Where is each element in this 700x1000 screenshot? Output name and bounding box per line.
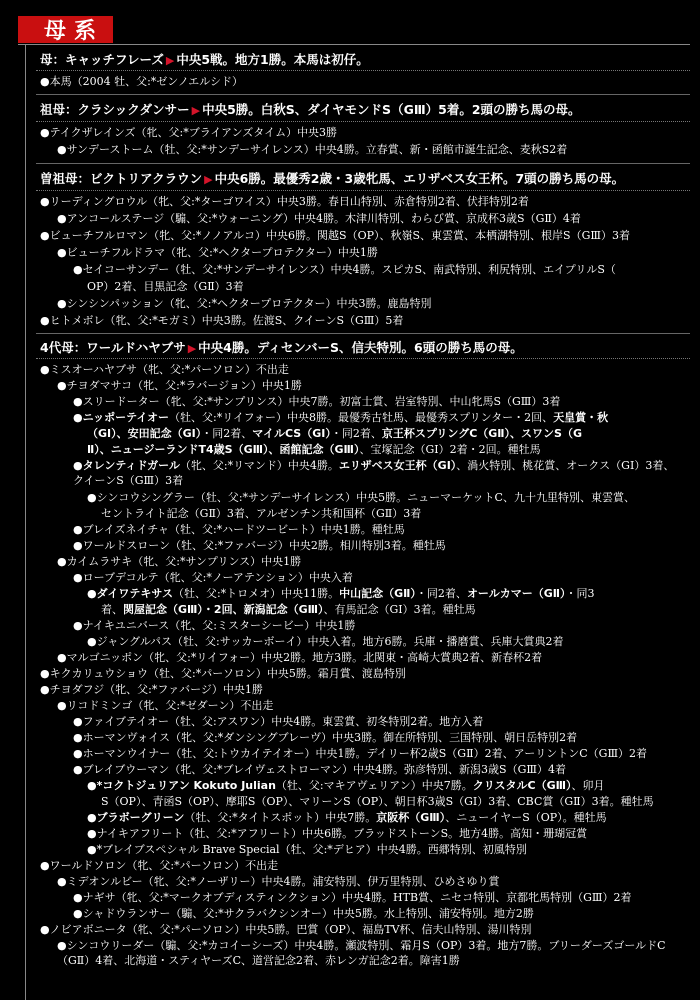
- pedigree-line: [73, 522, 405, 537]
- line-text: ●ヒトメボレ（牝、父:*モガミ）中央3勝。佐渡S、クイーンS（GⅢ）5着: [40, 314, 404, 327]
- line-text: ●セイコーサンデー（牡、父:*サンデーサイレンス）中央4勝。スピカS、南武特別、利尻特別、エイプリルS（: [73, 263, 616, 276]
- line-text: 、ニューイヤーS（OP）。種牡馬: [445, 811, 607, 824]
- triangle-arrow-icon: ▶: [191, 104, 201, 117]
- line-text: ●*ブレイブスペシャル Brave Special（牡、父:*デヒア）中央4勝。西郷特別、初風特別: [87, 843, 527, 856]
- line-text: ●ホーマンヴォイス（牝、父:*ダンシングブレーヴ）中央3勝。御在所特別、三国特別、朝日岳特別2着: [73, 731, 578, 744]
- section-name: 4代母：ワールドハヤブサ: [40, 340, 186, 355]
- section-divider: [36, 121, 690, 122]
- line-text: ●ダイワテキサス: [87, 587, 173, 600]
- pedigree-line: [40, 666, 406, 681]
- pedigree-line: [73, 410, 608, 425]
- pedigree-line: [87, 279, 244, 294]
- pedigree-line: [40, 313, 403, 328]
- section-heading-4th-dam: [40, 338, 523, 358]
- section-heading-3rd-dam: [40, 169, 624, 189]
- line-text: ●ローブデコルテ（牝、父:*ノーアテンション）中央入着: [73, 571, 353, 584]
- line-text: 京阪杯（GⅢ）: [376, 811, 446, 824]
- section-divider: [36, 163, 690, 164]
- section-divider: [36, 70, 690, 71]
- line-text: ・同2着、: [330, 427, 382, 440]
- line-text: 、有馬記念（GⅠ）3着。種牡馬: [323, 603, 476, 616]
- line-text: ●*コクトジュリアン Kokuto Julian: [87, 779, 276, 792]
- line-text: Ⅱ）、ニュージーランドT4歳S（GⅢ）、函館記念（GⅢ）: [87, 443, 360, 456]
- pedigree-line: [87, 586, 595, 601]
- line-text: ●ブレイズネイチャ（牡、父:*ハードツービート）中央1勝。種牡馬: [73, 523, 405, 536]
- line-text: セントライト記念（GⅡ）3着、アルゼンチン共和国杯（GⅡ）3着: [101, 507, 422, 520]
- triangle-arrow-icon: ▶: [204, 173, 213, 186]
- line-text: （牡、父:マキアヴェリアン）中央7勝。: [275, 779, 473, 792]
- pedigree-line: [101, 602, 476, 617]
- triangle-arrow-icon: ▶: [187, 342, 197, 355]
- line-text: ●サンデーストーム（牡、父:*サンデーサイレンス）中央4勝。立春賞、新・函館市誕生記念、麦秋S2着: [57, 143, 568, 156]
- pedigree-line: [101, 506, 421, 521]
- pedigree-line: [87, 634, 564, 649]
- pedigree-line: [73, 394, 560, 409]
- line-text: ●ナギサ（牝、父:*マークオブディスティンクション）中央4勝。HTB賞、ニセコ特別、京都牝馬特別（GⅢ）2着: [73, 891, 632, 904]
- page-title: 母系: [44, 19, 105, 44]
- pedigree-line: [87, 426, 582, 441]
- line-text: ●シンコウリーダー（騸、父:*カコイーシーズ）中央4勝。瀬波特別、霜月S（OP）3着。地方7勝。ブリーダーズゴールドC（GⅡ）4着、北海道・スティヤーズC、道営記念2着、赤レンガ記念2着。障害1勝: [57, 939, 666, 967]
- line-text: ●ブレイブウーマン（牝、父:*ブレイヴェストローマン）中央4勝。弥彦特別、新潟3歳S（GⅢ）4着: [73, 763, 566, 776]
- line-text: ●チヨダマサコ（牝、父:*ラバージョン）中央1勝: [57, 379, 302, 392]
- pedigree-line: [73, 618, 355, 633]
- line-text: ・同2着、: [415, 587, 467, 600]
- section-summary: 中央5戦。地方1勝。本馬は初仔。: [176, 52, 369, 67]
- line-text: ●ビューチフルドラマ（牝、父:*ヘクタープロテクター）中央1勝: [57, 246, 378, 259]
- pedigree-line: [57, 938, 685, 968]
- line-text: ●ノビアボニータ（牝、父:*パーソロン）中央5勝。巴賞（OP）、福島TV杯、信夫山特別、湯川特別: [40, 923, 532, 936]
- pedigree-line: [40, 74, 243, 89]
- section-divider: [36, 358, 690, 359]
- line-text: ●ブラボーグリーン: [87, 811, 185, 824]
- section-summary: 中央6勝。最優秀2歳・3歳牝馬、エリザベス女王杯。7頭の勝ち馬の母。: [214, 171, 625, 186]
- pedigree-line: [57, 650, 542, 665]
- pedigree-line: [40, 125, 337, 140]
- line-text: 天皇賞・秋: [553, 411, 609, 424]
- section-name: 祖母：クラシックダンサー: [40, 102, 190, 117]
- line-text: 、宝塚記念（GⅠ）2着・2回。種牡馬: [359, 443, 541, 456]
- line-text: ●ミデオンルビー（牝、父:*ノーザリー）中央4勝。浦安特別、伊万里特別、ひめさゆり賞: [57, 875, 500, 888]
- line-text: ●シンシンパッション（牝、父:*ヘクタープロテクター）中央3勝。鹿島特別: [57, 297, 432, 310]
- pedigree-line: [40, 228, 630, 243]
- pedigree-line: [87, 442, 541, 457]
- section-summary: 中央5勝。白秋S、ダイヤモンドS（GⅢ）5着。2頭の勝ち馬の母。: [202, 102, 581, 117]
- pedigree-line: [101, 794, 654, 809]
- line-text: ・同2着、: [201, 427, 253, 440]
- line-text: ●テイクザレインズ（牝、父:*ブライアンズタイム）中央3勝: [40, 126, 338, 139]
- line-text: ●ナイキアフリート（牡、父:*アフリート）中央6勝。ブラッドストーンS。地方4勝。高知・珊瑚冠賞: [87, 827, 588, 840]
- line-text: ●キクカリュウショウ（牡、父:*パーソロン）中央5勝。霜月賞、渡島特別: [40, 667, 406, 680]
- line-text: ●ワールドスローン（牡、父:*ファバージ）中央2勝。相川特別3着。種牡馬: [73, 539, 446, 552]
- line-text: ●ビューチフルロマン（牝、父:*ノノアルコ）中央6勝。関越S（OP）、秋嶺S、東雲賞、本栖湖特別、根岸S（GⅢ）3着: [40, 229, 630, 242]
- line-text: ●ジャングルパス（牡、父:サッカーボーイ）中央入着。地方6勝。兵庫・播磨賞、兵庫大賞典2着: [87, 635, 564, 648]
- line-text: ●スリードーター（牝、父:*サンプリンス）中央7勝。初富士賞、岩室特別、中山牝馬S（GⅢ）3着: [73, 395, 561, 408]
- header-divider: [18, 44, 690, 45]
- line-text: OP）2着、目黒記念（GⅡ）3着: [87, 280, 244, 293]
- line-text: ●リーディングロウル（牝、父:*ターゴワイス）中央3勝。春日山特別、赤倉特別2着、伏拝特別2着: [40, 195, 529, 208]
- pedigree-line: [40, 922, 532, 937]
- line-text: ・同3: [565, 587, 595, 600]
- section-divider: [36, 333, 690, 334]
- pedigree-line: [73, 262, 616, 277]
- triangle-arrow-icon: ▶: [165, 54, 175, 67]
- pedigree-line: [87, 778, 605, 793]
- pedigree-line: [73, 906, 534, 921]
- line-text: クリスタルC（GⅢ）: [472, 779, 572, 792]
- line-text: 京王杯スプリングC（GⅡ）、スワンS（G: [381, 427, 582, 440]
- line-text: 着、: [101, 603, 123, 616]
- line-text: ●タレンティドガール: [73, 459, 180, 472]
- line-text: ●マルゴニッポン（牝、父:*リイフォー）中央2勝。地方3勝。北関東・高崎大賞典2着、新春杯2着: [57, 651, 543, 664]
- line-text: （牝、父:*リマンド）中央4勝。: [179, 459, 339, 472]
- pedigree-line: [57, 245, 378, 260]
- pedigree-line: [87, 810, 607, 825]
- line-text: S（OP）、青函S（OP）、摩耶S（OP）、マリーンS（OP）、朝日杯3歳S（GⅠ）3着、CBC賞（GⅡ）3着。種牡馬: [101, 795, 654, 808]
- pedigree-line: [73, 890, 631, 905]
- pedigree-line: [57, 378, 302, 393]
- section-heading-dam: [40, 50, 369, 70]
- pedigree-line: [40, 194, 529, 209]
- line-text: （牡、父:*タイトスポット）中央7勝。: [184, 811, 377, 824]
- pedigree-line: [73, 714, 483, 729]
- line-text: 、渦火特別、桃花賞、オークス（GⅠ）3着、クイーンS（GⅢ）3着: [73, 459, 675, 487]
- pedigree-line: [40, 682, 263, 697]
- pedigree-line: [40, 858, 278, 873]
- section-summary: 中央4勝。ディセンバーS、信夫特別。6頭の勝ち馬の母。: [198, 340, 523, 355]
- pedigree-line: [57, 698, 273, 713]
- line-text: オールカマー（GⅡ）: [466, 587, 566, 600]
- line-text: エリザベス女王杯（GⅠ）: [338, 459, 457, 472]
- line-text: ●ミスオーハヤブサ（牝、父:*パーソロン）不出走: [40, 363, 289, 376]
- pedigree-line: [73, 746, 647, 761]
- pedigree-line: [87, 490, 635, 505]
- pedigree-line: [57, 874, 500, 889]
- line-text: ●本馬（2004 牡、父:*ゼンノエルシド）: [40, 75, 244, 88]
- line-text: ●アンコールステージ（騸、父:*ウォーニング）中央4勝。木津川特別、わらび賞、京成杯3歳S（GⅡ）4着: [57, 212, 581, 225]
- pedigree-line: [87, 826, 587, 841]
- line-text: ●ワールドソロン（牝、父:*パーソロン）不出走: [40, 859, 279, 872]
- line-text: （牡、父:*リイフォー）中央8勝。最優秀古牡馬、最優秀スプリンター・2回、: [169, 411, 554, 424]
- line-text: ●リコドミンゴ（牝、父:*ゼダーン）不出走: [57, 699, 274, 712]
- pedigree-line: [87, 842, 527, 857]
- pedigree-line: [57, 554, 301, 569]
- line-text: ●ニッポーテイオー: [73, 411, 170, 424]
- pedigree-line: [73, 538, 446, 553]
- line-text: 関屋記念（GⅢ）・2回、新潟記念（GⅢ）: [123, 603, 324, 616]
- line-text: （牡、父:*トロメオ）中央11勝。: [172, 587, 340, 600]
- line-text: ●シンコウシングラー（牡、父:*サンデーサイレンス）中央5勝。ニューマーケットC、九十九里特別、東雲賞、: [87, 491, 635, 504]
- line-text: マイルCS（GⅠ）: [252, 427, 331, 440]
- pedigree-line: [57, 211, 581, 226]
- line-text: 、卯月: [571, 779, 605, 792]
- line-text: ●ナイキユニバース（牝、父:ミスターシービー）中央1勝: [73, 619, 356, 632]
- pedigree-line: [40, 362, 289, 377]
- pedigree-line: [73, 762, 566, 777]
- section-name: 曽祖母：ビクトリアクラウン: [40, 171, 203, 186]
- pedigree-line: [73, 458, 683, 488]
- section-divider: [36, 190, 690, 191]
- line-text: ●チヨダフジ（牝、父:*ファバージ）中央1勝: [40, 683, 263, 696]
- pedigree-line: [73, 570, 353, 585]
- section-divider: [36, 94, 690, 95]
- line-text: ●カイムラサキ（牝、父:*サンプリンス）中央1勝: [57, 555, 302, 568]
- line-text: ●ファイブテイオー（牡、父:アスワン）中央4勝。東雲賞、初冬特別2着。地方入着: [73, 715, 484, 728]
- line-text: ●シャドウランサー（騸、父:*サクラバクシンオー）中央5勝。水上特別、浦安特別。地方2勝: [73, 907, 534, 920]
- pedigree-line: [57, 142, 567, 157]
- section-heading-2nd-dam: [40, 100, 581, 120]
- line-text: （GⅠ）、安田記念（GⅠ）: [87, 427, 202, 440]
- line-text: 中山記念（GⅡ）: [339, 587, 416, 600]
- section-name: 母：キャッチフレーズ: [40, 52, 164, 67]
- pedigree-line: [57, 296, 432, 311]
- left-margin-rule: [25, 44, 26, 1000]
- line-text: ●ホーマンウイナー（牡、父:トウカイテイオー）中央1勝。デイリー杯2歳S（GⅡ）2着、アーリントンC（GⅢ）2着: [73, 747, 648, 760]
- pedigree-line: [73, 730, 577, 745]
